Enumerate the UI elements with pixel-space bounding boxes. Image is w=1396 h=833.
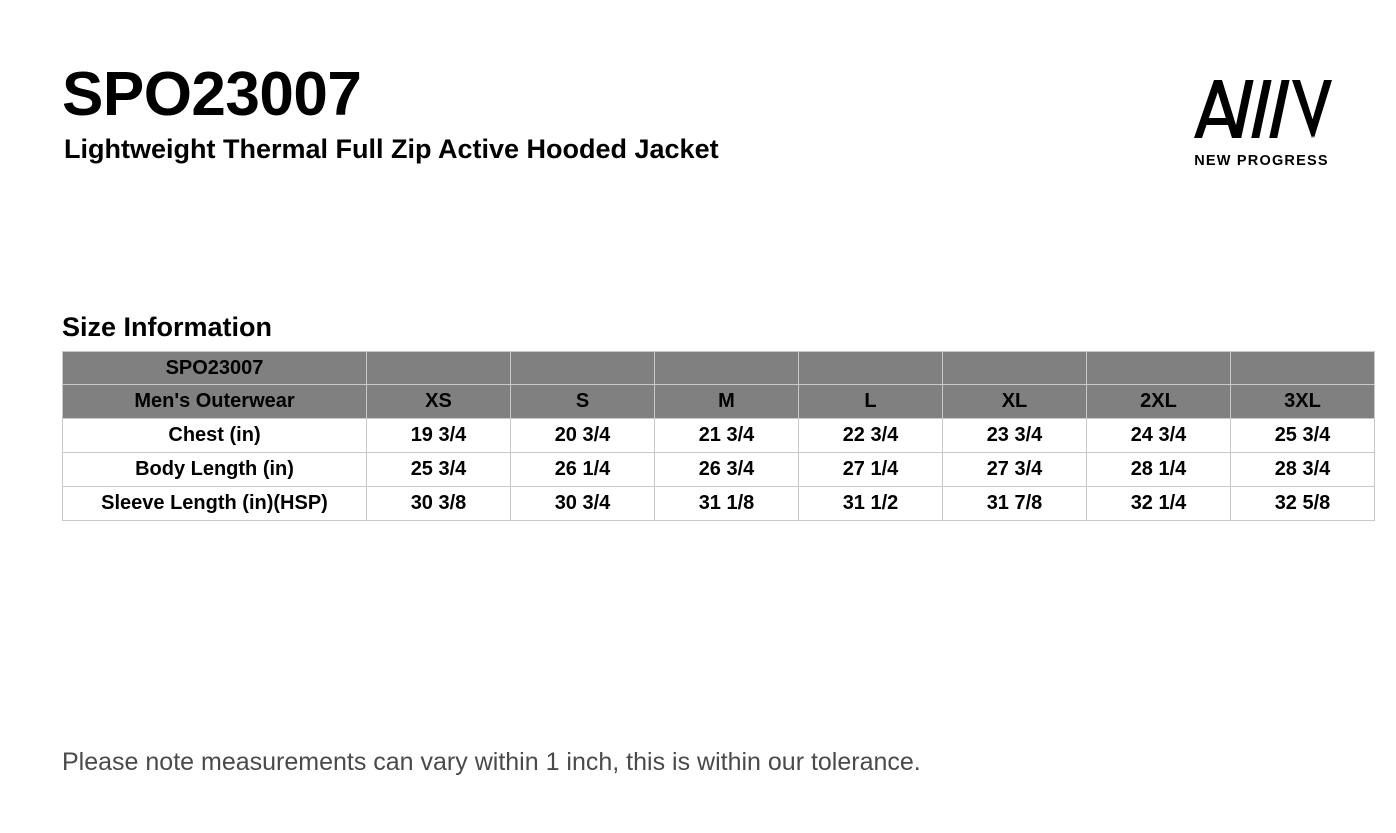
cell-chest-l: 22 3/4 <box>799 419 943 453</box>
cell-sleeve-length-xs: 30 3/8 <box>367 487 511 521</box>
cell-sleeve-length-3xl: 32 5/8 <box>1231 487 1375 521</box>
cell-body-length-m: 26 3/4 <box>655 453 799 487</box>
header-spacer-1 <box>367 352 511 385</box>
cell-chest-2xl: 24 3/4 <box>1087 419 1231 453</box>
size-table <box>62 351 1375 521</box>
cell-body-length-xs: 25 3/4 <box>367 453 511 487</box>
table-row <box>63 453 1375 487</box>
product-subtitle: Lightweight Thermal Full Zip Active Hooded Jacket <box>64 134 719 165</box>
cell-body-length-l: 27 1/4 <box>799 453 943 487</box>
new-progress-logo-icon <box>1189 78 1334 145</box>
page-title: SPO23007 <box>62 60 362 129</box>
cell-body-length-2xl: 28 1/4 <box>1087 453 1231 487</box>
row-label-sleeve-length: Sleeve Length (in)(HSP) <box>63 487 367 521</box>
table-header-product-code: SPO23007 <box>63 352 367 385</box>
size-column-header-xs: XS <box>367 385 511 419</box>
table-row <box>63 487 1375 521</box>
header-spacer-2 <box>511 352 655 385</box>
size-information-section <box>62 312 1334 521</box>
cell-sleeve-length-s: 30 3/4 <box>511 487 655 521</box>
cell-sleeve-length-2xl: 32 1/4 <box>1087 487 1231 521</box>
header-spacer-5 <box>943 352 1087 385</box>
tolerance-note: Please note measurements can vary within 1 inch, this is within our tolerance. <box>62 748 921 776</box>
section-title: Size Information <box>62 312 273 342</box>
size-column-header-l: L <box>799 385 943 419</box>
cell-chest-3xl: 25 3/4 <box>1231 419 1375 453</box>
header-spacer-7 <box>1231 352 1375 385</box>
document-header <box>62 62 1334 192</box>
size-column-header-s: S <box>511 385 655 419</box>
size-column-header-m: M <box>655 385 799 419</box>
cell-sleeve-length-l: 31 1/2 <box>799 487 943 521</box>
header-spacer-6 <box>1087 352 1231 385</box>
brand-name: NEW PROGRESS <box>1194 153 1329 169</box>
cell-chest-m: 21 3/4 <box>655 419 799 453</box>
cell-body-length-s: 26 1/4 <box>511 453 655 487</box>
size-column-header-2xl: 2XL <box>1087 385 1231 419</box>
cell-chest-xs: 19 3/4 <box>367 419 511 453</box>
cell-body-length-3xl: 28 3/4 <box>1231 453 1375 487</box>
table-header-row-code <box>63 352 1375 385</box>
table-header-category: Men's Outerwear <box>63 385 367 419</box>
cell-sleeve-length-m: 31 1/8 <box>655 487 799 521</box>
row-label-chest: Chest (in) <box>63 419 367 453</box>
row-label-body-length: Body Length (in) <box>63 453 367 487</box>
cell-body-length-xl: 27 3/4 <box>943 453 1087 487</box>
size-column-header-3xl: 3XL <box>1231 385 1375 419</box>
cell-chest-s: 20 3/4 <box>511 419 655 453</box>
header-spacer-3 <box>655 352 799 385</box>
size-column-header-xl: XL <box>943 385 1087 419</box>
table-row <box>63 419 1375 453</box>
brand-logo <box>1189 78 1334 169</box>
cell-chest-xl: 23 3/4 <box>943 419 1087 453</box>
header-spacer-4 <box>799 352 943 385</box>
cell-sleeve-length-xl: 31 7/8 <box>943 487 1087 521</box>
table-header-row-sizes <box>63 385 1375 419</box>
